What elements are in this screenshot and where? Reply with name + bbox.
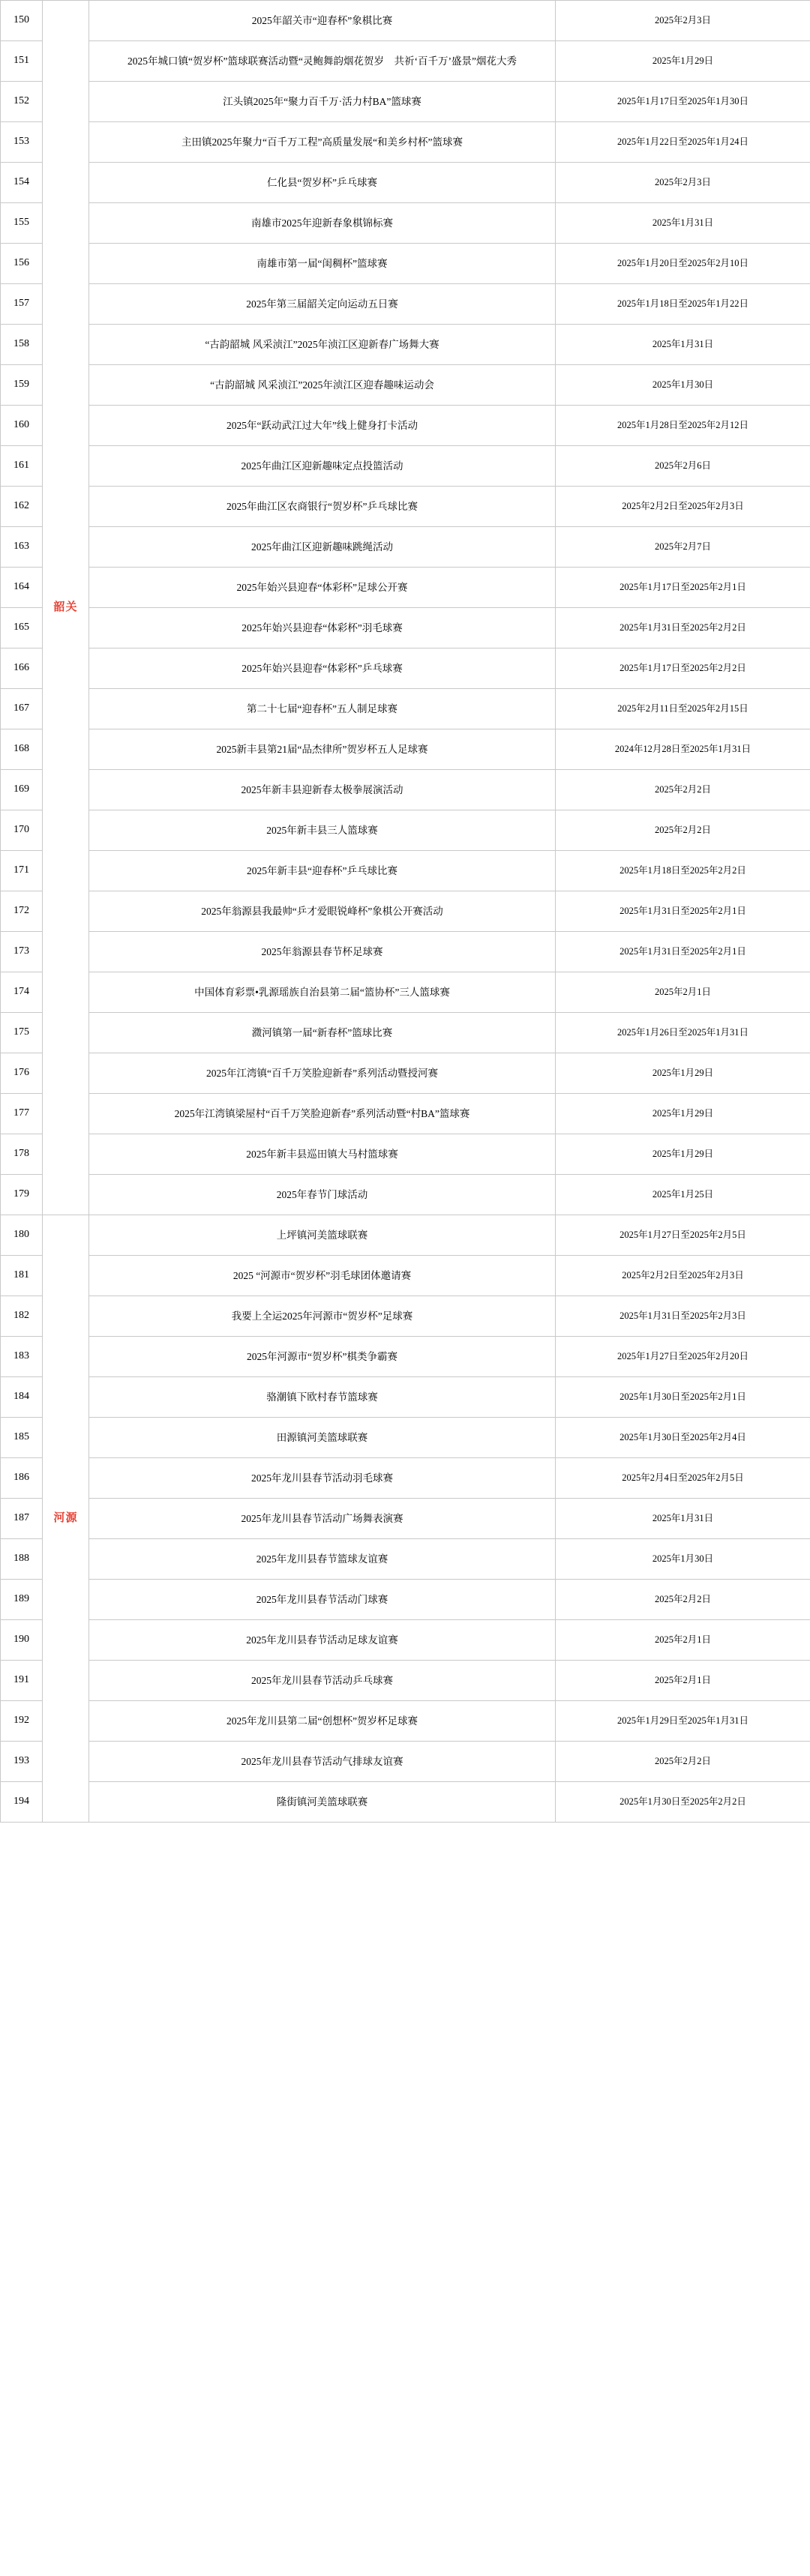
row-index: 152 (1, 82, 43, 122)
activity-date: 2025年1月31日至2025年2月2日 (556, 608, 810, 648)
activity-name: 2025年翁源县春节杯足球赛 (89, 932, 556, 972)
activity-name: 2025年龙川县春节活动足球友谊赛 (89, 1620, 556, 1661)
row-index: 188 (1, 1539, 43, 1580)
activity-name: 2025年江湾镇梁屋村“百千万笑脸迎新春”系列活动暨“村BA”篮球赛 (89, 1094, 556, 1134)
activity-name: 2025年新丰县巡田镇大马村篮球赛 (89, 1134, 556, 1175)
row-index: 156 (1, 244, 43, 284)
table-row (1, 203, 810, 244)
activity-date: 2025年1月29日 (556, 1134, 810, 1175)
table-row (1, 689, 810, 729)
table-row (1, 1661, 810, 1701)
activity-name: 2025年“跃动武江过大年”线上健身打卡活动 (89, 406, 556, 446)
table-row (1, 163, 810, 203)
row-index: 167 (1, 689, 43, 729)
activity-date: 2025年1月27日至2025年2月20日 (556, 1337, 810, 1377)
activity-name: 2025年龙川县春节活动门球赛 (89, 1580, 556, 1620)
table-row (1, 1620, 810, 1661)
activity-name: “古韵韶城 风采浈江”2025年浈江区迎新春广场舞大赛 (89, 325, 556, 365)
activity-date: 2025年2月7日 (556, 527, 810, 568)
activity-name: 隆街镇河美篮球联赛 (89, 1782, 556, 1823)
activity-name: 2025年龙川县春节活动广场舞表演赛 (89, 1499, 556, 1539)
row-index: 190 (1, 1620, 43, 1661)
row-index: 166 (1, 648, 43, 689)
table-row (1, 284, 810, 325)
table-row (1, 932, 810, 972)
table-body (1, 1, 810, 1823)
table-row (1, 770, 810, 810)
table-row (1, 1337, 810, 1377)
activity-date: 2025年1月30日至2025年2月4日 (556, 1418, 810, 1458)
row-index: 192 (1, 1701, 43, 1742)
activity-name: 2025年曲江区农商银行“贺岁杯”乒乓球比赛 (89, 487, 556, 527)
activity-name: 主田镇2025年聚力“百千万工程”高质量发展“和美乡村杯”篮球赛 (89, 122, 556, 163)
row-index: 189 (1, 1580, 43, 1620)
city-group-label: 韶关 (43, 1, 89, 1215)
activity-date: 2025年2月1日 (556, 972, 810, 1013)
table-row (1, 406, 810, 446)
activity-date: 2025年1月17日至2025年2月1日 (556, 568, 810, 608)
activity-date: 2025年1月17日至2025年1月30日 (556, 82, 810, 122)
activity-date: 2025年2月2日 (556, 810, 810, 851)
activity-date: 2025年1月18日至2025年2月2日 (556, 851, 810, 891)
table-row (1, 82, 810, 122)
table-row (1, 729, 810, 770)
row-index: 191 (1, 1661, 43, 1701)
table-row (1, 1580, 810, 1620)
table-row (1, 487, 810, 527)
activity-name: 我要上全运2025年河源市“贺岁杯”足球赛 (89, 1296, 556, 1337)
table-row (1, 446, 810, 487)
table-row (1, 527, 810, 568)
table-row (1, 1053, 810, 1094)
activity-name: 2025年春节门球活动 (89, 1175, 556, 1215)
activity-name: 2025年河源市“贺岁杯”棋类争霸赛 (89, 1337, 556, 1377)
activity-date: 2025年1月22日至2025年1月24日 (556, 122, 810, 163)
row-index: 168 (1, 729, 43, 770)
activity-date: 2025年1月30日 (556, 1539, 810, 1580)
activity-name: 2025年新丰县迎新春太极拳展演活动 (89, 770, 556, 810)
row-index: 186 (1, 1458, 43, 1499)
activity-date: 2025年1月29日至2025年1月31日 (556, 1701, 810, 1742)
table-row (1, 1539, 810, 1580)
row-index: 153 (1, 122, 43, 163)
activity-name: 2025年龙川县春节活动气排球友谊赛 (89, 1742, 556, 1782)
activity-date: 2025年1月25日 (556, 1175, 810, 1215)
row-index: 187 (1, 1499, 43, 1539)
activity-name: 2025年江湾镇“百千万笑脸迎新春”系列活动暨授河赛 (89, 1053, 556, 1094)
table-row (1, 1418, 810, 1458)
row-index: 154 (1, 163, 43, 203)
row-index: 175 (1, 1013, 43, 1053)
activity-date: 2025年1月31日至2025年2月1日 (556, 932, 810, 972)
activity-name: 中国体育彩票•乳源瑶族自治县第二届“篮协杯”三人篮球赛 (89, 972, 556, 1013)
row-index: 176 (1, 1053, 43, 1094)
row-index: 151 (1, 41, 43, 82)
activity-name: “古韵韶城 风采浈江”2025年浈江区迎春趣味运动会 (89, 365, 556, 406)
row-index: 163 (1, 527, 43, 568)
activity-date: 2024年12月28日至2025年1月31日 (556, 729, 810, 770)
row-index: 194 (1, 1782, 43, 1823)
activity-name: 上坪镇河美篮球联赛 (89, 1215, 556, 1256)
table-row (1, 122, 810, 163)
activity-date: 2025年2月2日 (556, 1742, 810, 1782)
table-row (1, 1094, 810, 1134)
table-row (1, 41, 810, 82)
table-row (1, 1701, 810, 1742)
table-row (1, 568, 810, 608)
activity-date: 2025年2月1日 (556, 1620, 810, 1661)
table-row (1, 1782, 810, 1823)
row-index: 180 (1, 1215, 43, 1256)
row-index: 183 (1, 1337, 43, 1377)
row-index: 179 (1, 1175, 43, 1215)
row-index: 160 (1, 406, 43, 446)
activity-name: 南雄市第一届“闺稠杯”篮球赛 (89, 244, 556, 284)
activity-name: 2025年新丰县“迎春杯”乒乓球比赛 (89, 851, 556, 891)
row-index: 157 (1, 284, 43, 325)
activity-date: 2025年1月31日 (556, 1499, 810, 1539)
activity-name: 2025年始兴县迎春“体彩杯”羽毛球赛 (89, 608, 556, 648)
row-index: 165 (1, 608, 43, 648)
table-row (1, 244, 810, 284)
activity-name: 2025年第三届韶关定向运动五日赛 (89, 284, 556, 325)
activity-date: 2025年2月2日至2025年2月3日 (556, 487, 810, 527)
activity-date: 2025年2月11日至2025年2月15日 (556, 689, 810, 729)
activity-date: 2025年1月30日至2025年2月1日 (556, 1377, 810, 1418)
table-row (1, 851, 810, 891)
table-row (1, 1458, 810, 1499)
activity-name: 江头镇2025年“聚力百千万·活力村BA”篮球赛 (89, 82, 556, 122)
activity-name: 2025年龙川县第二届“创想杯”贺岁杯足球赛 (89, 1701, 556, 1742)
activity-date: 2025年1月31日至2025年2月3日 (556, 1296, 810, 1337)
activity-date: 2025年1月30日 (556, 365, 810, 406)
row-index: 182 (1, 1296, 43, 1337)
activity-date: 2025年2月2日 (556, 1580, 810, 1620)
activity-name: 2025年韶关市“迎春杯”象棋比赛 (89, 1, 556, 41)
activity-date: 2025年1月20日至2025年2月10日 (556, 244, 810, 284)
activity-name: 骆潮镇下欧村春节篮球赛 (89, 1377, 556, 1418)
row-index: 162 (1, 487, 43, 527)
activity-date: 2025年1月31日 (556, 325, 810, 365)
row-index: 172 (1, 891, 43, 932)
activity-date: 2025年2月2日 (556, 770, 810, 810)
activity-name: 2025年翁源县我最帅“乒才爱眼锐峰杯”象棋公开赛活动 (89, 891, 556, 932)
activity-date: 2025年1月17日至2025年2月2日 (556, 648, 810, 689)
activity-date: 2025年2月2日至2025年2月3日 (556, 1256, 810, 1296)
activity-name: 瀓河镇第一届“新春杯”篮球比赛 (89, 1013, 556, 1053)
city-group-label: 河源 (43, 1215, 89, 1823)
activity-date: 2025年1月31日至2025年2月1日 (556, 891, 810, 932)
activity-name: 南雄市2025年迎新春象棋锦标赛 (89, 203, 556, 244)
table-row (1, 365, 810, 406)
activity-date: 2025年2月4日至2025年2月5日 (556, 1458, 810, 1499)
table-row (1, 972, 810, 1013)
table-row (1, 1215, 810, 1256)
table-row (1, 1296, 810, 1337)
row-index: 177 (1, 1094, 43, 1134)
activity-name: 2025年新丰县三人篮球赛 (89, 810, 556, 851)
activity-date: 2025年2月6日 (556, 446, 810, 487)
activity-date: 2025年1月26日至2025年1月31日 (556, 1013, 810, 1053)
activity-date: 2025年1月31日 (556, 203, 810, 244)
activity-date: 2025年2月3日 (556, 163, 810, 203)
row-index: 169 (1, 770, 43, 810)
activity-name: 2025新丰县第21届“品杰律所”贺岁杯五人足球赛 (89, 729, 556, 770)
table-row (1, 1134, 810, 1175)
activity-name: 2025 “河源市“贺岁杯”羽毛球团体邀请赛 (89, 1256, 556, 1296)
table-row (1, 1256, 810, 1296)
activity-name: 2025年龙川县春节活动乒乓球赛 (89, 1661, 556, 1701)
table-row (1, 608, 810, 648)
activity-name: 2025年曲江区迎新趣味定点投篮活动 (89, 446, 556, 487)
activity-name: 2025年龙川县春节活动羽毛球赛 (89, 1458, 556, 1499)
activity-name: 2025年城口镇“贺岁杯”篮球联赛活动暨“灵鲍舞韵烟花贺岁 共祈‘百千万’盛景”烟花大秀 (89, 41, 556, 82)
activity-name: 2025年始兴县迎春“体彩杯”足球公开赛 (89, 568, 556, 608)
activity-date: 2025年1月18日至2025年1月22日 (556, 284, 810, 325)
row-index: 184 (1, 1377, 43, 1418)
activity-name: 2025年曲江区迎新趣味跳绳活动 (89, 527, 556, 568)
row-index: 193 (1, 1742, 43, 1782)
row-index: 150 (1, 1, 43, 41)
row-index: 181 (1, 1256, 43, 1296)
activity-date: 2025年1月29日 (556, 1094, 810, 1134)
activity-date: 2025年2月3日 (556, 1, 810, 41)
table-row (1, 891, 810, 932)
table-row (1, 1377, 810, 1418)
activity-date: 2025年1月29日 (556, 1053, 810, 1094)
row-index: 185 (1, 1418, 43, 1458)
table-row (1, 1499, 810, 1539)
activity-name: 2025年龙川县春节篮球友谊赛 (89, 1539, 556, 1580)
activity-date: 2025年2月1日 (556, 1661, 810, 1701)
activity-date: 2025年1月28日至2025年2月12日 (556, 406, 810, 446)
table-row (1, 810, 810, 851)
row-index: 171 (1, 851, 43, 891)
row-index: 170 (1, 810, 43, 851)
table-row (1, 325, 810, 365)
row-index: 158 (1, 325, 43, 365)
table-row (1, 1, 810, 41)
activity-name: 第二十七届“迎春杯”五人制足球赛 (89, 689, 556, 729)
table-row (1, 1013, 810, 1053)
table-row (1, 1742, 810, 1782)
activity-date: 2025年1月29日 (556, 41, 810, 82)
table-row (1, 1175, 810, 1215)
row-index: 173 (1, 932, 43, 972)
row-index: 174 (1, 972, 43, 1013)
activity-name: 2025年始兴县迎春“体彩杯”乒乓球赛 (89, 648, 556, 689)
row-index: 159 (1, 365, 43, 406)
activity-date: 2025年1月27日至2025年2月5日 (556, 1215, 810, 1256)
table-row (1, 648, 810, 689)
activity-name: 田源镇河美篮球联赛 (89, 1418, 556, 1458)
row-index: 155 (1, 203, 43, 244)
activity-name: 仁化县“贺岁杯”乒乓球赛 (89, 163, 556, 203)
row-index: 161 (1, 446, 43, 487)
row-index: 178 (1, 1134, 43, 1175)
row-index: 164 (1, 568, 43, 608)
activity-date: 2025年1月30日至2025年2月2日 (556, 1782, 810, 1823)
